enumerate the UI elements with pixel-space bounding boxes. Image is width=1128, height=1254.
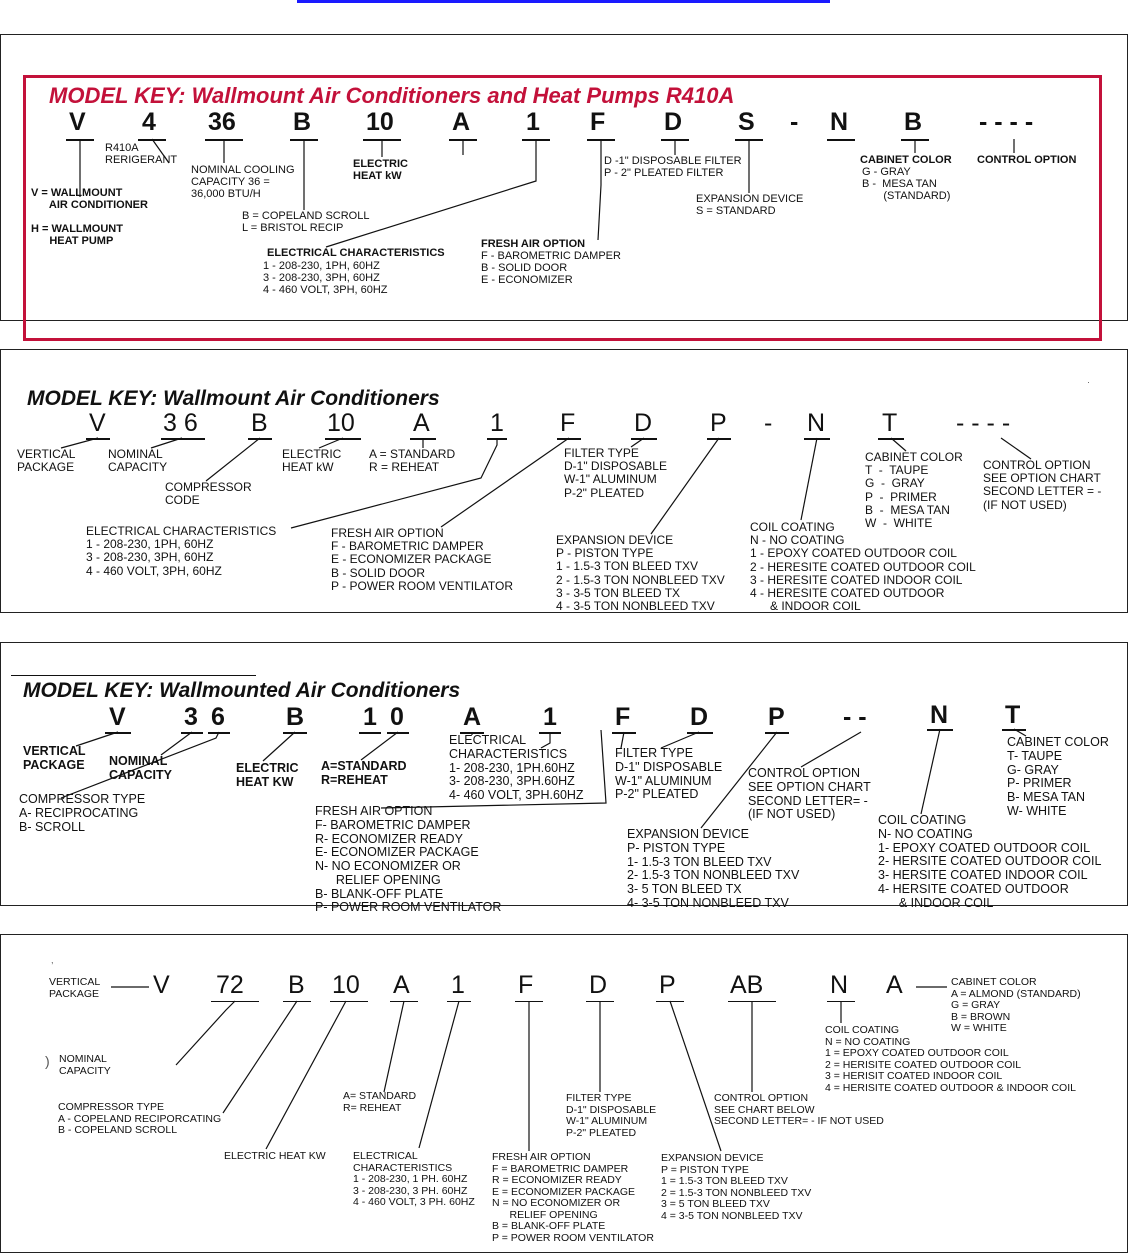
fresh-air-title: FRESH AIR OPTION [481, 238, 586, 250]
filter-type-label: FILTER TYPE D-1" DISPOSABLE W-1" ALUMINUM P-2" PLEATED [615, 746, 723, 802]
fresh-air-label: FRESH AIR OPTION F - BAROMETRIC DAMPER E - ECONOMIZER PACKAGE B - SOLID DOOR P - POWER ROOM VENTILATOR [331, 526, 514, 593]
panel-title: MODEL KEY: Wallmount Air Conditioners and Heat Pumps R410A [49, 83, 735, 108]
code-char: - [790, 108, 799, 136]
filter-label: D -1" DISPOSABLE FILTER P - 2" PLEATED FILTER [604, 155, 742, 180]
fresh-air-options: F - BAROMETRIC DAMPER B - SOLID DOOR E - ECONOMIZER [481, 250, 621, 287]
code-char: A [463, 703, 482, 731]
electrical-options: 1 - 208-230, 1PH, 60HZ 3 - 208-230, 3PH, 60HZ 4 - 460 VOLT, 3PH, 60HZ [263, 260, 388, 297]
code-char: D [589, 971, 608, 999]
electrical-label: ELECTRICAL CHARACTERISTICS 1- 208-230, 1PH.60HZ 3- 208-230, 3PH.60HZ 4- 460 VOLT, 3PH.60HZ [449, 733, 584, 802]
cabinet-options: G - GRAY B - MESA TAN (STANDARD) [862, 166, 951, 203]
code-char: F [518, 971, 534, 999]
code-char: 36 [208, 108, 236, 136]
code-char: D [690, 703, 709, 731]
model-key-panel-v72: VERTICAL PACKAGE V 72 B 10 A 1 F D P AB N A NOMINAL CAPACITY COMPRESSOR TYPE A - COPELAND RECIPORCATING B - COPELAND SCROLL ELECTRIC HEAT KW A= STANDARD R= REHEAT ELECTRICAL CHARACTERISTICS 1 - 208-230, 1 PH. 60HZ 3 - 208-230, 3 PH. 60HZ 4 - 460 VOLT, 3 PH. 60HZ FRESH AIR OPTION F = BAROMETRIC DAMPER R = ECONOMIZER READY E = ECONOMIZER PACKAGE N = NO ECONOMIZER OR RELIEF OPENING B = BLANK-OFF PLATE P = POWER ROOM VENTILATOR FILTER TYPE D-1" DISPOSABLE W-1" ALUMINUM P-2" PLEATED EXPANSION DEVICE P = PISTON TYPE 1 = 1.5-3 TON BLEED TXV 2 = 1.5-3 TON NONBLEED TXV 3 = 5 TON BLEED TXV 4 = 3-5 TON NONBLEED TXV CONTROL OPTION SEE CHART BELOW SECOND LETTER= - IF NOT USED COIL COATING N = NO COATING 1 = EPOXY COATED OUTDOOR COIL 2 = HERISITE COATED OUTDOOR COIL 3 = HERISIT COATED INDOOR COIL 4 = HERISITE COATED OUTDOOR & INDOOR COIL CABINET COLOR A = ALMOND (STANDARD) G = GRAY B = BROWN W = WHITE ) , [0, 934, 1128, 1253]
code-char: 6 [211, 703, 225, 731]
electric-heat-label: ELECTRIC HEAT kW [353, 158, 408, 183]
capacity-label: NOMINAL COOLING CAPACITY 36 = 36,000 BTU/H [191, 164, 295, 201]
standard-reheat-label: A= STANDARD R= REHEAT [343, 1090, 417, 1114]
code-char: 1 [526, 108, 540, 136]
code-char: B [251, 409, 268, 437]
leader-lines [1, 935, 1128, 1254]
coil-coating-label: COIL COATING N - NO COATING 1 - EPOXY COATED OUTDOOR COIL 2 - HERESITE COATED OUTDOOR COIL 3 - HERESITE COATED INDOOR COIL 4 - HERESITE COATED OUTDOOR & INDOOR COIL [750, 520, 976, 614]
code-char: B [288, 971, 305, 999]
compressor-label: B = COPELAND SCROLL L = BRISTOL RECIP [242, 210, 370, 235]
filter-type-label: FILTER TYPE D-1" DISPOSABLE W-1" ALUMINUM P-2" PLEATED [564, 446, 667, 500]
standard-reheat-label: A=STANDARD R=REHEAT [321, 759, 407, 787]
code-char: F [560, 409, 576, 437]
code-char: S [738, 108, 755, 136]
coil-coating-label: COIL COATING N = NO COATING 1 = EPOXY COATED OUTDOOR COIL 2 = HERISITE COATED OUTDOOR COIL 3 = HERISIT COATED INDOOR COIL 4 = HERISITE COATED OUTDOOR & INDOOR COIL [825, 1024, 1076, 1094]
cabinet-color-label: CABINET COLOR A = ALMOND (STANDARD) G = GRAY B = BROWN W = WHITE [951, 976, 1081, 1035]
expansion-label: EXPANSION DEVICE S = STANDARD [696, 193, 804, 218]
compressor-type-label: COMPRESSOR TYPE A- RECIPROCATING B- SCROLL [19, 792, 146, 834]
leader-lines [1, 350, 1128, 614]
code-char: F [590, 108, 606, 136]
expansion-device-label: EXPANSION DEVICE P- PISTON TYPE 1- 1.5-3 TON BLEED TXV 2- 1.5-3 TON NONBLEED TXV 3- 5 TON BLEED TX 4- 3-5 TON NONBLEED TXV [627, 827, 800, 910]
code-char: V [109, 703, 126, 731]
control-option-label: CONTROL OPTION SEE OPTION CHART SECOND LETTER = - (IF NOT USED) [983, 458, 1102, 512]
code-char: 72 [216, 971, 244, 999]
code-char: V [153, 971, 170, 999]
code-char: N [830, 971, 849, 999]
electrical-label: ELECTRICAL CHARACTERISTICS 1 - 208-230, 1 PH. 60HZ 3 - 208-230, 3 PH. 60HZ 4 - 460 VOLT, 3 PH. 60HZ [353, 1150, 475, 1209]
code-char: 1 [363, 703, 377, 731]
code-char: P [768, 703, 785, 731]
nominal-capacity-label: NOMINAL CAPACITY [59, 1053, 111, 1077]
filter-type-label: FILTER TYPE D-1" DISPOSABLE W-1" ALUMINUM P-2" PLEATED [566, 1092, 657, 1139]
code-char: A [413, 409, 430, 437]
expansion-device-label: EXPANSION DEVICE P - PISTON TYPE 1 - 1.5-3 TON BLEED TXV 2 - 1.5-3 TON NONBLEED TXV 3 - 3-5 TON BLEED TX 4 - 3-5 TON NONBLEED TXV [556, 533, 725, 613]
code-char: 3 [184, 703, 198, 731]
panel-title: MODEL KEY: Wallmounted Air Conditioners [23, 679, 461, 702]
code-char: T [1005, 701, 1021, 729]
cabinet-color-label: CABINET COLOR T- TAUPE G- GRAY P- PRIMER B- MESA TAN W- WHITE [1007, 735, 1109, 818]
compressor-type-label: COMPRESSOR TYPE A - COPELAND RECIPORCATING B - COPELAND SCROLL [58, 1101, 222, 1137]
code-char: T [882, 409, 898, 437]
expansion-device-label: EXPANSION DEVICE P = PISTON TYPE 1 = 1.5-3 TON BLEED TXV 2 = 1.5-3 TON NONBLEED TXV 3 = 5 TON BLEED TXV 4 = 3-5 TON NONBLEED TXV [661, 1152, 812, 1222]
code-char: 4 [142, 108, 156, 136]
code-char: 0 [390, 703, 404, 731]
code-char: B [286, 703, 305, 731]
code-char: N [807, 409, 826, 437]
code-char: 10 [366, 108, 394, 136]
panel-title: MODEL KEY: Wallmount Air Conditioners [27, 387, 440, 410]
model-key-panel-wallmounted [0, 642, 1128, 915]
code-char: 1 [451, 971, 465, 999]
code-char: P [659, 971, 676, 999]
coil-coating-label: COIL COATING N- NO COATING 1- EPOXY COATED OUTDOOR COIL 2- HERSITE COATED OUTDOOR COIL 3- HERSITE COATED INDOOR COIL 4- HERSITE COATED OUTDOOR & INDOOR COIL [878, 813, 1102, 910]
nominal-capacity-label: NOMINAL CAPACITY [108, 447, 168, 475]
code-char: - [764, 409, 773, 437]
leader-lines [1, 643, 1128, 907]
code-char: F [615, 703, 631, 731]
code-char: D [664, 108, 683, 136]
vertical-package-label: VERTICAL PACKAGE [17, 447, 76, 475]
electric-heat-label: ELECTRIC HEAT KW [224, 1150, 326, 1162]
code-char: - - - - [956, 409, 1011, 437]
control-label: CONTROL OPTION [977, 154, 1077, 166]
electric-heat-label: ELECTRIC HEAT KW [236, 761, 299, 789]
code-char: A [393, 971, 410, 999]
leader-lines [1, 35, 1128, 322]
refrigerant-label: R410A RERIGERANT [105, 142, 178, 167]
vertical-package-label: VERTICAL PACKAGE [49, 976, 101, 1000]
fresh-air-label: FRESH AIR OPTION F- BAROMETRIC DAMPER R- ECONOMIZER READY E- ECONOMIZER PACKAGE N- NO ECONOMIZER OR RELIEF OPENING B- BLANK-OFF PLATE P- POWER ROOM VENTILATOR [315, 804, 502, 915]
cabinet-title: CABINET COLOR [860, 154, 952, 166]
unit-type-label: V = WALLMOUNT AIR CONDITIONER H = WALLMOUNT HEAT PUMP [31, 187, 148, 248]
code-char: 10 [327, 409, 355, 437]
code-char: P [710, 409, 727, 437]
code-char: A [452, 108, 471, 136]
top-blue-rule [297, 0, 830, 3]
code-char: B [293, 108, 312, 136]
cabinet-color-label: CABINET COLOR T - TAUPE G - GRAY P - PRIMER B - MESA TAN W - WHITE [865, 450, 963, 530]
code-char: V [69, 108, 86, 136]
code-char: 10 [332, 971, 360, 999]
electrical-label: ELECTRICAL CHARACTERISTICS 1 - 208-230, 1PH, 60HZ 3 - 208-230, 3PH, 60HZ 4 - 460 VOLT, 3PH, 60HZ [86, 524, 277, 578]
electric-heat-label: ELECTRIC HEAT kW [282, 447, 342, 475]
model-key-panel-r410a [0, 34, 1128, 321]
code-char: 1 [490, 409, 504, 437]
code-char: N [930, 701, 949, 729]
control-option-label: CONTROL OPTION SEE CHART BELOW SECOND LETTER= - IF NOT USED [714, 1092, 884, 1128]
code-char: B [904, 108, 923, 136]
code-char: 1 [543, 703, 557, 731]
code-char: N [830, 108, 849, 136]
standard-reheat-label: A = STANDARD R = REHEAT [369, 447, 456, 475]
code-char: - - - - [979, 108, 1034, 136]
code-char: A [886, 971, 903, 999]
code-char: 3 6 [163, 409, 198, 437]
fresh-air-label: FRESH AIR OPTION F = BAROMETRIC DAMPER R = ECONOMIZER READY E = ECONOMIZER PACKAGE N = NO ECONOMIZER OR RELIEF OPENING B = BLANK-OFF PLATE P = POWER ROOM VENTILATOR [492, 1151, 654, 1244]
nominal-capacity-label: NOMINAL CAPACITY [109, 754, 172, 782]
compressor-code-label: COMPRESSOR CODE [165, 480, 252, 508]
code-char: AB [730, 971, 764, 999]
electrical-title: ELECTRICAL CHARACTERISTICS [267, 247, 445, 259]
model-key-panel-wallmount: MODEL KEY: Wallmount Air Conditioners V 3 6 B 10 A 1 F D P - N T - - - - VERTICAL PACKAGE NOMINAL CAPACITY COMPRESSOR CODE ELECTRIC HEAT kW A = STANDARD R = REHEAT ELECTRICAL CHARACTERISTICS 1 - 208-230, 1PH, 60HZ 3 - 208-230, 3PH, 60HZ 4 - 460 VOLT, 3PH, 60HZ FRESH AIR OPTION F - BAROMETRIC DAMPER E - ECONOMIZER PACKAGE B - SOLID DOOR P - POWER ROOM VENTILATOR FILTER TYPE D-1" DISPOSABLE W-1" ALUMINUM P-2" PLEATED EXPANSION DEVICE P - PISTON TYPE 1 - 1.5-3 TON BLEED TXV 2 - 1.5-3 TON NONBLEED TXV 3 - 3-5 TON BLEED TX 4 - 3-5 TON NONBLEED TXV COIL COATING N - NO COATING 1 - EPOXY COATED OUTDOOR COIL 2 - HERESITE COATED OUTDOOR COIL 3 - HERESITE COATED INDOOR COIL 4 - HERESITE COATED OUTDOOR & INDOOR COIL CABINET COLOR T - TAUPE G - GRAY P - PRIMER B - MESA TAN W - WHITE CONTROL OPTION SEE OPTION CHART SECOND LETTER = - (IF NOT USED) · [0, 349, 1128, 613]
control-option-label: CONTROL OPTION SEE OPTION CHART SECOND LETTER= - (IF NOT USED) [748, 766, 871, 822]
code-char: D [634, 409, 653, 437]
code-char: V [89, 409, 106, 437]
code-char: - - [843, 703, 867, 731]
vertical-package-label: VERTICAL PACKAGE [23, 744, 86, 772]
